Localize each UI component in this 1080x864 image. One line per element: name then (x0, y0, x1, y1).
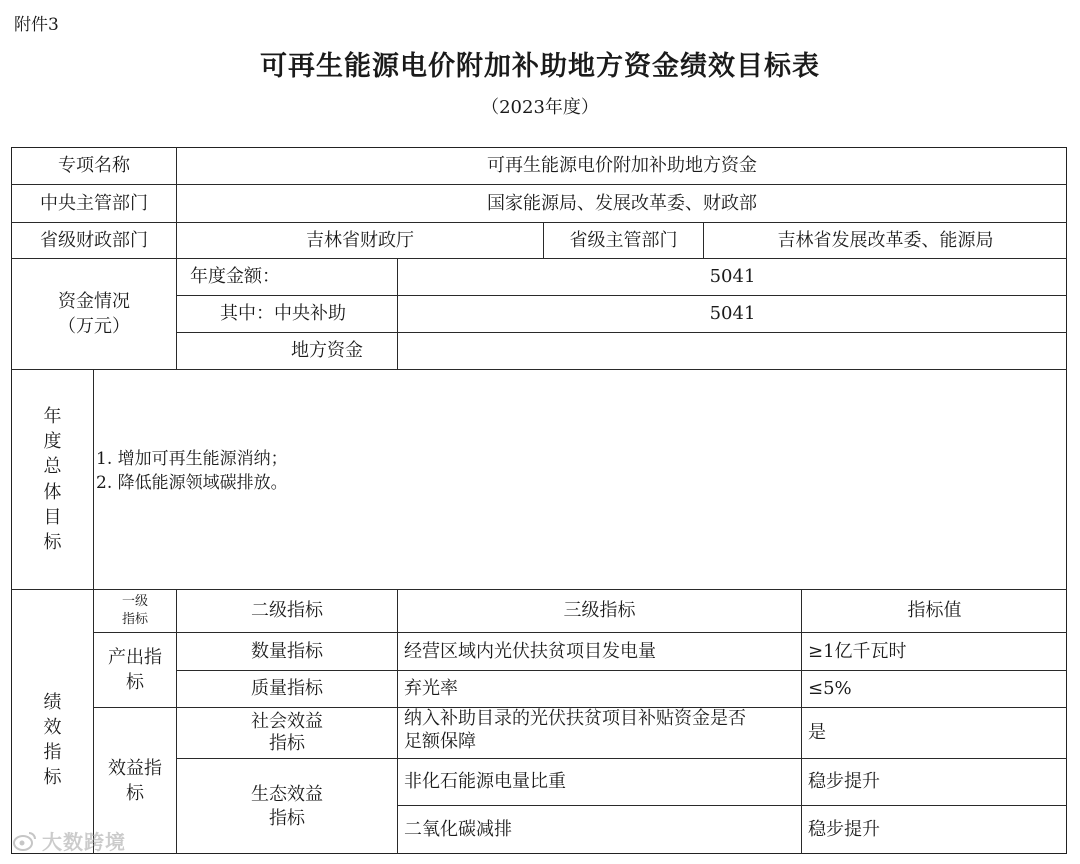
output-label-line2: 标 (126, 672, 144, 693)
performance-label (12, 590, 93, 854)
quantity-indicator-label: 数量指标 (251, 640, 323, 662)
social-metric-line1: 纳入补助目录的光伏扶贫项目补贴资金是否 (404, 708, 746, 729)
goal-char: 标 (43, 531, 62, 553)
local-funds-value (398, 333, 1067, 369)
prov-dept-label: 省级主管部门 (569, 229, 678, 251)
goal-char: 体 (43, 481, 62, 503)
local-funds-label: 地方资金 (291, 340, 363, 362)
perf-char: 效 (43, 716, 62, 738)
social-value: 是 (808, 722, 826, 744)
social-benefit-label (177, 708, 397, 758)
social-label-line2: 指标 (269, 733, 305, 754)
annual-amount-value: 5041 (709, 266, 756, 288)
level1-header (94, 590, 176, 632)
goal-char: 目 (43, 506, 62, 528)
quality-indicator-label: 质量指标 (251, 678, 323, 700)
goal-char: 年 (43, 405, 62, 427)
prov-dept-value: 吉林省发展改革委、能源局 (777, 229, 994, 251)
level1-header-line1: 一级 (121, 593, 148, 609)
page-title: 可再生能源电价附加补助地方资金绩效目标表 (260, 51, 820, 82)
central-subsidy-label: 其中：中央补助 (220, 303, 346, 325)
perf-char: 绩 (43, 691, 62, 713)
output-label-line1: 产出指 (108, 646, 162, 668)
quantity-value: ≥1亿千瓦时 (808, 640, 907, 662)
project-name-value: 可再生能源电价附加补助地方资金 (487, 155, 757, 177)
central-dept-label: 中央主管部门 (40, 192, 148, 214)
eco-label-line1: 生态效益 (251, 784, 323, 806)
benefit-label-line2: 标 (126, 783, 144, 804)
eco-metric-1: 非化石能源电量比重 (404, 771, 566, 793)
funds-label-line1: 资金情况 (58, 290, 130, 312)
prov-finance-value: 吉林省财政厅 (306, 229, 414, 251)
prov-finance-label: 省级财政部门 (40, 229, 148, 251)
funds-label-line2: （万元） (58, 316, 130, 337)
attachment-label: 附件3 (14, 15, 59, 35)
goal-char: 总 (43, 456, 62, 478)
watermark-text: 大数跨境 (42, 830, 126, 854)
perf-char: 标 (43, 767, 62, 789)
year-label: （2023年度） (481, 97, 599, 118)
level2-header: 二级指标 (251, 600, 323, 622)
eco-metric-2: 二氧化碳减排 (404, 819, 512, 841)
benefit-label-line1: 效益指 (108, 757, 162, 779)
value-header: 指标值 (907, 600, 962, 622)
annual-goal-content (96, 448, 288, 496)
goal-char: 度 (43, 431, 62, 453)
annual-goal-label (12, 370, 93, 589)
central-dept-value: 国家能源局、发展改革委、财政部 (487, 192, 757, 214)
output-indicator-label (94, 633, 176, 707)
project-name-label: 专项名称 (58, 155, 130, 177)
social-label-line1: 社会效益 (251, 710, 323, 732)
quality-value: ≤5% (808, 678, 852, 700)
eco-label-line2: 指标 (269, 807, 305, 829)
central-subsidy-value: 5041 (709, 303, 756, 325)
eco-value-1: 稳步提升 (808, 771, 880, 793)
social-metric-line2: 足额保障 (404, 730, 476, 752)
level1-header-line2: 指标 (121, 612, 148, 627)
eco-value-2: 稳步提升 (808, 819, 880, 841)
watermark (12, 826, 126, 855)
goal-item: 2. 降低能源领域碳排放。 (96, 472, 288, 493)
eco-benefit-label (177, 759, 397, 854)
annual-amount-label: 年度金额： (190, 266, 280, 288)
perf-char: 指 (43, 742, 62, 763)
social-metric (398, 708, 801, 758)
goal-item: 1. 增加可再生能源消纳； (96, 449, 288, 469)
quantity-metric: 经营区域内光伏扶贫项目发电量 (404, 640, 656, 662)
weibo-style-logo-icon (12, 830, 38, 852)
quality-metric: 弃光率 (404, 678, 458, 700)
row-line (11, 369, 1067, 370)
funds-label (12, 259, 176, 369)
level3-header: 三级指标 (563, 600, 636, 622)
